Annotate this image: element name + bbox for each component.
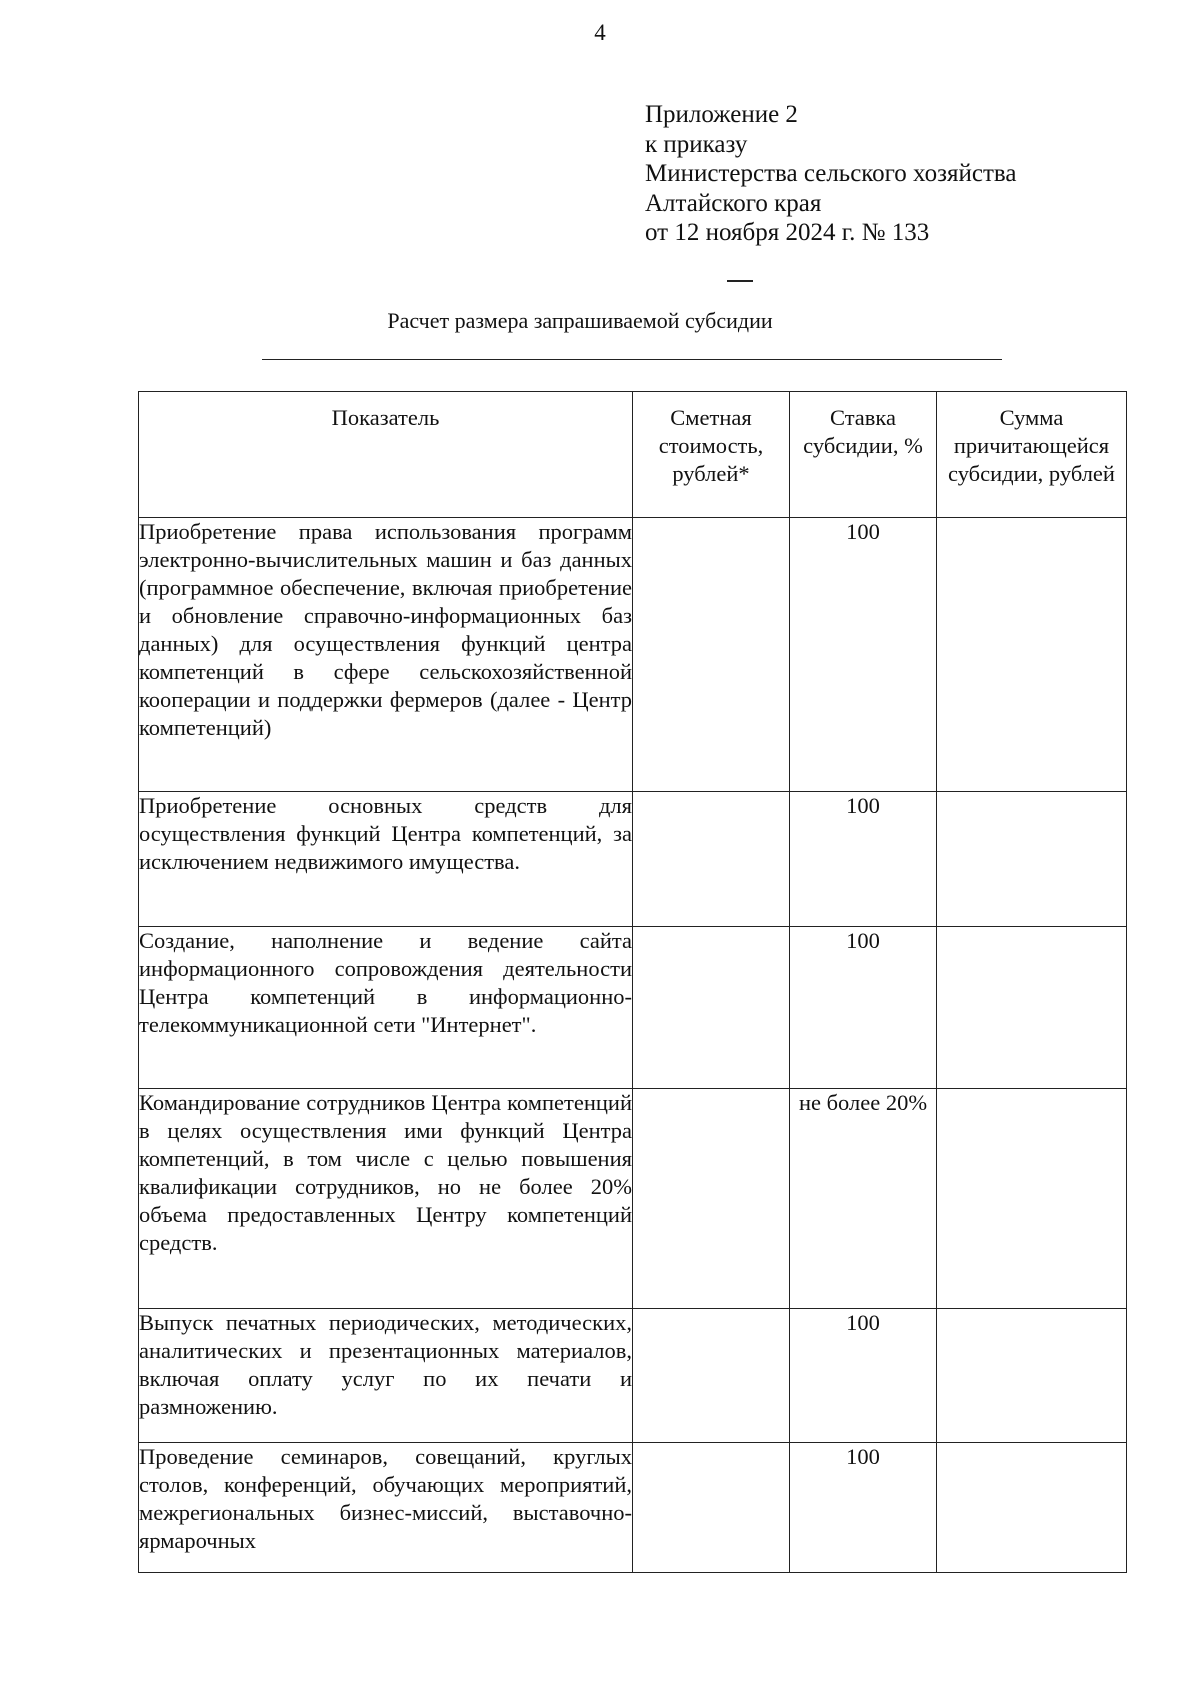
page-number: 4 [594,20,606,45]
cell-cost [633,927,790,1089]
table-row [139,1443,1127,1573]
appendix-line-2: к приказу [645,130,748,158]
cell-indicator: Приобретение права использования программ электронно-вычислительных машин и баз данных (программное обеспечение, включая приобретение и обновление справочно-информационных баз данных) для осуществления функций центра компетенций в сфере сельскохозяйственной кооперации и поддержки фермеров (далее - Центр компетенций) [139,518,633,792]
table-row [139,1089,1127,1309]
appendix-line-1: Приложение 2 [645,101,798,128]
document-title: Расчет размера запрашиваемой субсидии [387,308,773,333]
cell-rate: 100 [790,1309,937,1443]
cell-indicator: Создание, наполнение и ведение сайта информационного сопровождения деятельности Центра компетенций в информационно-телекоммуникационной сети "Интернет". [139,927,633,1089]
header-cost: Сметная стоимость, рублей* [633,392,790,518]
title-underline [262,359,1002,360]
cell-rate: 100 [790,792,937,927]
appendix-line-4: Алтайского края [645,189,822,217]
cell-sum [937,1443,1127,1573]
cell-sum [937,1089,1127,1309]
appendix-line-3: Министерства сельского хозяйства [645,160,1017,187]
cell-indicator: Выпуск печатных периодических, методических, аналитических и презентационных материалов, включая оплату услуг по их печати и размножению. [139,1309,633,1443]
table-row [139,927,1127,1089]
separator-dash [727,280,753,282]
cell-rate: не более 20% [790,1089,937,1309]
appendix-block [645,100,1016,248]
cell-cost [633,792,790,927]
cell-rate: 100 [790,1443,937,1573]
cell-indicator: Проведение семинаров, совещаний, круглых столов, конференций, обучающих мероприятий, межрегиональных бизнес-миссий, выставочно-ярмарочных [139,1443,633,1573]
header-sum: Сумма причитающейся субсидии, рублей [937,392,1127,518]
table-row [139,1309,1127,1443]
cell-sum [937,1309,1127,1443]
table-row [139,792,1127,927]
header-rate: Ставка субсидии, % [790,392,937,518]
cell-sum [937,518,1127,792]
subsidy-calculation-table [138,391,1127,1573]
cell-cost [633,518,790,792]
cell-cost [633,1089,790,1309]
table-row [139,518,1127,792]
header-indicator: Показатель [139,392,633,518]
table-header-row [139,392,1127,518]
cell-cost [633,1443,790,1573]
cell-rate: 100 [790,927,937,1089]
cell-indicator: Приобретение основных средств для осуществления функций Центра компетенций, за исключением недвижимого имущества. [139,792,633,927]
cell-sum [937,927,1127,1089]
appendix-line-5: от 12 ноября 2024 г. № 133 [645,219,930,246]
cell-cost [633,1309,790,1443]
cell-indicator: Командирование сотрудников Центра компетенций в целях осуществления ими функций Центра компетенций, в том числе с целью повышения квалификации сотрудников, но не более 20% объема предоставленных Центру компетенций средств. [139,1089,633,1309]
cell-rate: 100 [790,518,937,792]
cell-sum [937,792,1127,927]
